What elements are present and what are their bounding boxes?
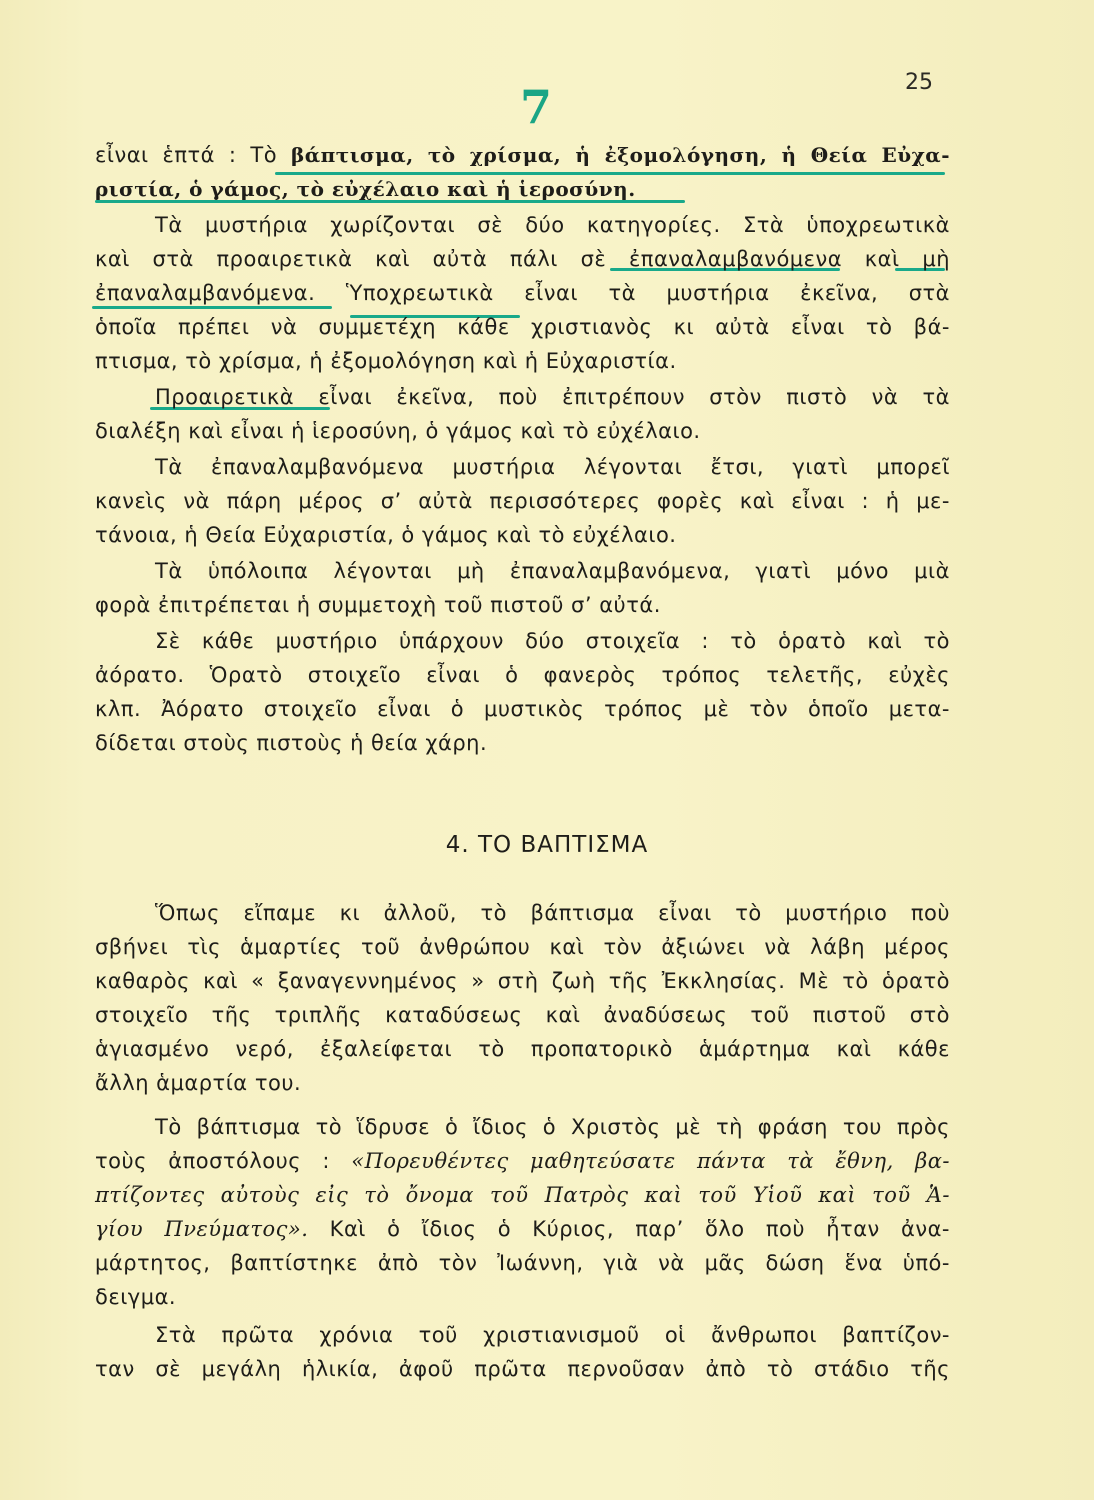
text-line: στοιχεῖο τῆς τριπλῆς καταδύσεως καὶ ἀναδύσεως τοῦ πιστοῦ στὸ: [95, 1003, 950, 1027]
text-line: δειγμα.: [95, 1285, 177, 1309]
text-span: Καὶ ὁ ἴδιος ὁ Κύριος, παρ’ ὅλο ποὺ ἦταν ἀνα-: [308, 1217, 951, 1241]
text-line: [95, 1146, 950, 1176]
italic-quote: γίου Πνεύματος».: [95, 1217, 309, 1241]
text-line: διαλέξη καὶ εἶναι ἡ ἱεροσύνη, ὁ γάμος καὶ τὸ εὐχέλαιο.: [95, 419, 701, 443]
text-line: Τὰ μυστήρια χωρίζονται σὲ δύο κατηγορίες. Στὰ ὑποχρεωτικὰ: [155, 213, 950, 237]
italic-quote: «Πορευθέντες μαθητεύσατε πάντα τὰ ἔθνη, βα-: [351, 1149, 950, 1173]
text-line: ἀόρατο. Ὁρατὸ στοιχεῖο εἶναι ὁ φανερὸς τρόπος τελετῆς, εὐχὲς: [95, 663, 950, 687]
text-line: ἁγιασμένο νερό, ἐξαλείφεται τὸ προπατορικὸ ἁμάρτημα καὶ κάθε: [95, 1037, 950, 1061]
text-span: εἶναι ἑπτά : Τὸ: [95, 143, 291, 167]
text-line: ταν σὲ μεγάλη ἡλικία, ἀφοῦ πρῶτα περνοῦσαν ἀπὸ τὸ στάδιο τῆς: [95, 1357, 950, 1381]
text-line: μάρτητος, βαπτίστηκε ἀπὸ τὸν Ἰωάννη, γιὰ νὰ μᾶς δώση ἕνα ὑπό-: [95, 1251, 950, 1275]
text-line: [95, 174, 950, 204]
text-line: Προαιρετικὰ εἶναι ἐκεῖνα, ποὺ ἐπιτρέπουν στὸν πιστὸ νὰ τὰ: [155, 385, 950, 409]
text-line: Τὸ βάπτισμα τὸ ἵδρυσε ὁ ἴδιος ὁ Χριστὸς μὲ τὴ φράση του πρὸς: [155, 1115, 950, 1139]
section-heading: 4. ΤΟ ΒΑΠΤΙΣΜΑ: [445, 832, 649, 858]
text-line: τάνοια, ἡ Θεία Εὐχαριστία, ὁ γάμος καὶ τὸ εὐχέλαιο.: [95, 523, 677, 547]
text-line: [95, 1214, 950, 1244]
text-line: Στὰ πρῶτα χρόνια τοῦ χριστιανισμοῦ οἱ ἄνθρωποι βαπτίζον-: [155, 1323, 950, 1347]
text-line: Ὅπως εἴπαμε κι ἀλλοῦ, τὸ βάπτισμα εἶναι τὸ μυστήριο ποὺ: [155, 901, 950, 925]
text-line: πτισμα, τὸ χρίσμα, ἡ ἐξομολόγηση καὶ ἡ Εὐχαριστία.: [95, 349, 677, 373]
text-line: ἐπαναλαμβανόμενα. Ὑποχρεωτικὰ εἶναι τὰ μυστήρια ἐκεῖνα, στὰ: [95, 281, 950, 305]
text-line: Σὲ κάθε μυστήριο ὑπάρχουν δύο στοιχεῖα : τὸ ὁρατὸ καὶ τὸ: [155, 629, 950, 653]
text-line: δίδεται στοὺς πιστοὺς ἡ θεία χάρη.: [95, 731, 488, 755]
text-line: κανεὶς νὰ πάρη μέρος σ’ αὐτὰ περισσότερες φορὲς καὶ εἶναι : ἡ με-: [95, 489, 950, 513]
text-line: κλπ. Ἀόρατο στοιχεῖο εἶναι ὁ μυστικὸς τρόπος μὲ τὸν ὁποῖο μετα-: [95, 697, 950, 721]
bold-text: βάπτισμα, τὸ χρίσμα, ἡ ἐξομολόγηση, ἡ Θεία Εὐχα-: [290, 143, 950, 167]
page-number: 25: [905, 70, 933, 95]
text-line: Τὰ ἐπαναλαμβανόμενα μυστήρια λέγονται ἔτσι, γιατὶ μπορεῖ: [155, 455, 950, 479]
text-line: πτίζοντες αὐτοὺς εἰς τὸ ὄνομα τοῦ Πατρὸς καὶ τοῦ Υἱοῦ καὶ τοῦ Ἁ-: [95, 1183, 950, 1207]
handwritten-margin-mark: 7: [520, 80, 553, 134]
text-span: τοὺς ἀποστόλους :: [95, 1149, 352, 1173]
text-line: [95, 140, 950, 170]
text-line: Τὰ ὑπόλοιπα λέγονται μὴ ἐπαναλαμβανόμενα, γιατὶ μόνο μιὰ: [155, 559, 950, 583]
text-line: σβήνει τὶς ἁμαρτίες τοῦ ἀνθρώπου καὶ τὸν ἀξιώνει νὰ λάβη μέρος: [95, 935, 950, 959]
text-line: καθαρὸς καὶ « ξαναγεννημένος » στὴ ζωὴ τῆς Ἐκκλησίας. Μὲ τὸ ὁρατὸ: [95, 969, 950, 993]
text-line: φορὰ ἐπιτρέπεται ἡ συμμετοχὴ τοῦ πιστοῦ σ’ αὐτά.: [95, 593, 661, 617]
text-line: καὶ στὰ προαιρετικὰ καὶ αὐτὰ πάλι σὲ ἐπαναλαμβανόμενα καὶ μὴ: [95, 247, 950, 271]
text-line: ἄλλη ἁμαρτία του.: [95, 1071, 302, 1095]
bold-text: ριστία, ὁ γάμος, τὸ εὐχέλαιο καὶ ἡ ἱεροσύνη.: [95, 177, 636, 201]
text-line: ὁποῖα πρέπει νὰ συμμετέχη κάθε χριστιανὸς κι αὐτὰ εἶναι τὸ βά-: [95, 315, 950, 339]
